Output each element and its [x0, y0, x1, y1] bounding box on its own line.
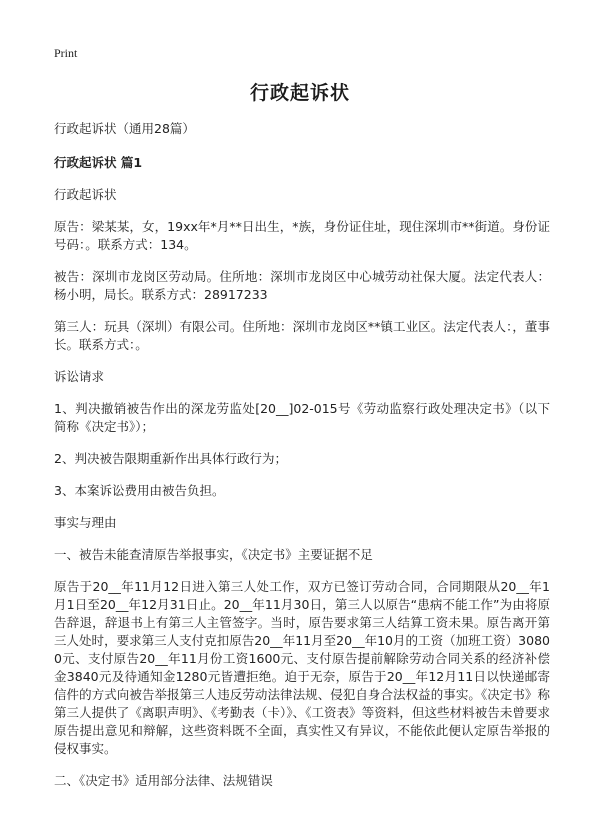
reason-body: 原告于20__年11月12日进入第三人处工作，双方已签订劳动合同，合同期限从20__年1月1日至20__年12月31日止。20__年11月30日，第三人以原告“患病不能工作”为由将原告辞退，辞退书上有第三人主管签字。当时，原告要求第三人结算工资未果。原告离开第三人处时，要求第三人支付克扣原告20__年11月至20__年10月的工资（加班工资）30800元、支付原告20__年11月份工资1600元、支付原告提前解除劳动合同关系的经济补偿金3840元及待通知金1280元皆遭拒绝。迫于无奈，原告于20__年12月11日以快递邮寄信件的方式向被告举报第三人违反劳动法律法规、侵犯自身合法权益的事实。《决定书》称第三人提供了《离职声明》、《考勤表（卡）》、《工资表》等资料，但这些材料被告未曾要求原告提出意见和辩解，这些资料既不全面，真实性又有异议，不能依此便认定原告举报的侵权事实。 [54, 579, 550, 756]
page-title: 行政起诉状 [249, 82, 350, 104]
reason-heading: 二、《决定书》适用部分法律、法规错误 [54, 773, 273, 788]
print-link[interactable]: Print [54, 46, 78, 60]
reason-heading: 一、被告未能查清原告举报事实，《决定书》主要证据不足 [54, 547, 373, 562]
claim-item: 1、判决撤销被告作出的深龙劳监处[20__]02-015号《劳动监察行政处理决定书》（以下简称《决定书》）； [54, 401, 550, 434]
doc-label: 行政起诉状 [54, 187, 117, 202]
plaintiff-paragraph: 原告：梁某某，女，19xx年*月**日出生，*族，身份证住址，现住深圳市**街道。身份证号码：。联系方式：134。 [54, 219, 550, 252]
third-party-paragraph: 第三人：玩具（深圳）有限公司。住所地：深圳市龙岗区**镇工业区。法定代表人：，董事长。联系方式：。 [54, 319, 550, 352]
claim-item: 3、本案诉讼费用由被告负担。 [54, 483, 225, 498]
document-body [54, 120, 550, 790]
claim-item: 2、判决被告限期重新作出具体行政行为； [54, 451, 287, 466]
document-subtitle: 行政起诉状（通用28篇） [54, 121, 195, 136]
facts-heading: 事实与理由 [54, 515, 117, 530]
defendant-paragraph: 被告：深圳市龙岗区劳动局。住所地：深圳市龙岗区中心城劳动社保大厦。法定代表人：杨小明，局长。联系方式：28917233 [54, 269, 550, 302]
section-heading: 行政起诉状 篇1 [54, 155, 143, 170]
claims-heading: 诉讼请求 [54, 369, 105, 384]
